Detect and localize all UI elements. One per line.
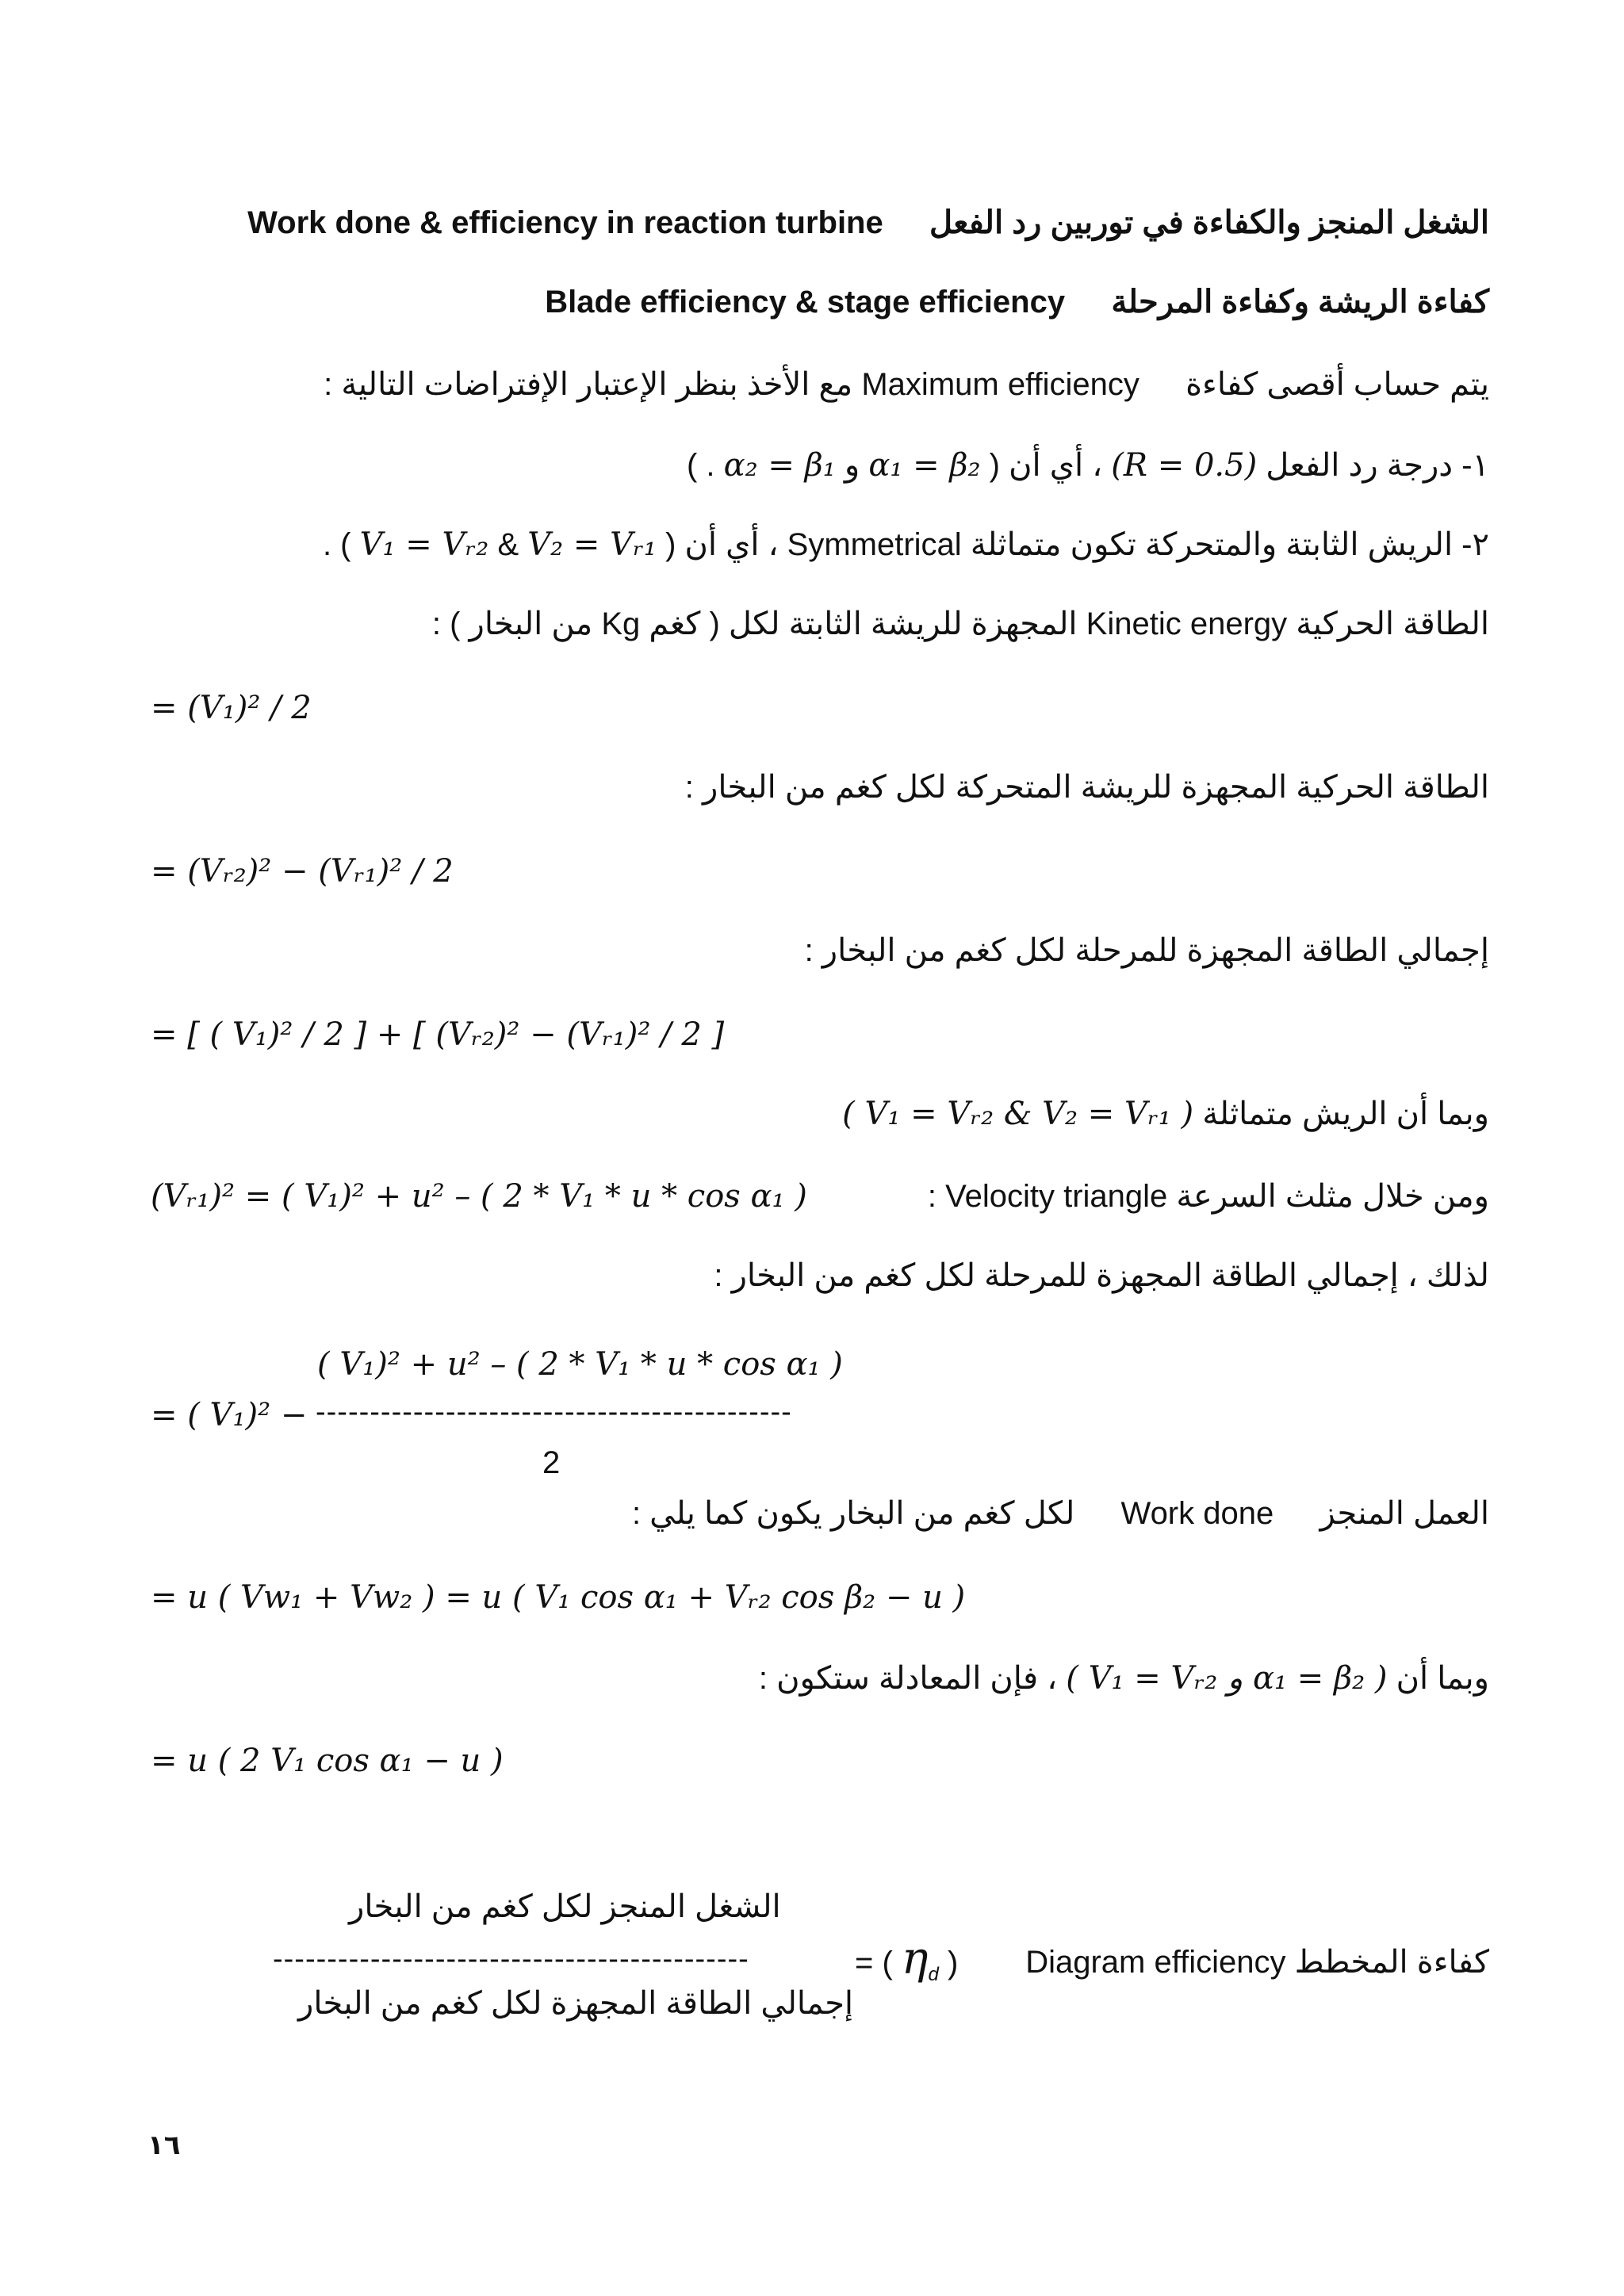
reaction-degree: (R = 0.5) (1111, 447, 1258, 484)
text-arabic: وبما أن الريش متماثلة (1202, 1096, 1489, 1131)
heading-english: Work done & efficiency in reaction turbine (247, 205, 883, 240)
math-expression: α₁ = β₂ (868, 447, 981, 484)
diagram-fraction-bar: -------------------------------------------- (273, 1942, 749, 1976)
heading-english: Blade efficiency & stage efficiency (545, 285, 1066, 320)
text-english: Maximum efficiency (861, 367, 1139, 402)
text-amp: & (497, 527, 519, 562)
math-expression: V₁ = Vᵣ₂ (359, 526, 489, 563)
text-arabic: العمل المنجز (1320, 1496, 1489, 1531)
text-arabic: وبما أن (1396, 1661, 1489, 1696)
text-english: Work done (1120, 1496, 1274, 1531)
diagram-denominator: إجمالي الطاقة المجهزة لكل كغم من البخار (298, 1986, 854, 2021)
text-english: Symmetrical (787, 527, 962, 562)
equation-total-energy: = [ ( V₁)² / 2 ] + [ (Vᵣ₂)² − (Vᵣ₁)² / 2 ] (151, 1016, 725, 1053)
math-expression: ( V₁ = Vᵣ₂ & V₂ = Vᵣ₁ ) (842, 1096, 1194, 1132)
text-english: Velocity triangle (945, 1179, 1168, 1214)
text-arabic: يتم حساب أقصى كفاءة (1185, 367, 1489, 402)
equation-moving-blade-energy: = (Vᵣ₂)² − (Vᵣ₁)² / 2 (151, 853, 454, 890)
text-arabic: لكل كغم من البخار يكون كما يلي : (631, 1496, 1075, 1531)
text-arabic: ، فإن المعادلة ستكون : (758, 1661, 1058, 1696)
equation-work-done: = u ( Vw₁ + Vw₂ ) = u ( V₁ cos α₁ + Vᵣ₂ cos β₂ − u ) (151, 1579, 966, 1616)
diagram-numerator: الشغل المنجز لكل كغم من البخار (349, 1889, 781, 1924)
paragraph-maximum-efficiency (324, 365, 1489, 404)
assumption-1: ١- درجة رد الفعل (R = 0.5) ، أي أن ( α₁ = β₂ و α₂ = β₁ . ) (686, 447, 1489, 484)
math-expression: ( V₁ = Vᵣ₂ و α₁ = β₂ ) (1066, 1660, 1388, 1697)
fraction-denominator: 2 (542, 1445, 561, 1480)
math-expression: α₂ = β₁ (723, 447, 836, 484)
assumption-2 (323, 525, 1489, 564)
equation-fixed-blade-energy: = (V₁)² / 2 (151, 690, 312, 726)
eta-subscript: d (928, 1964, 939, 1985)
text-english: Diagram efficiency (1025, 1945, 1286, 1980)
text-arabic: و (844, 448, 860, 483)
text-arabic: ، أي أن ( (665, 527, 779, 562)
equation-velocity-triangle: (Vᵣ₁)² = ( V₁)² + u² – ( 2 * V₁ * u * cos α₁ ) (151, 1178, 807, 1215)
eta-symbol: η (901, 1933, 929, 1984)
section-heading-blade-efficiency (545, 282, 1489, 322)
text-arabic: الطاقة الحركية (1296, 607, 1489, 641)
text-arabic: ، أي أن (1009, 448, 1103, 483)
paragraph-velocity-triangle (928, 1177, 1489, 1216)
math-expression: V₂ = Vᵣ₁ (527, 526, 657, 563)
text-eq: = ( (855, 1946, 893, 1980)
text-arabic: مع الأخذ بنظر الإعتبار الإفتراضات التالية : (324, 367, 853, 402)
page-number: ١٦ (147, 2130, 181, 2161)
text-punct: . ) (686, 448, 715, 483)
heading-arabic: الشغل المنجز والكفاءة في توربين رد الفعل (929, 205, 1489, 240)
paragraph-since (759, 1659, 1489, 1698)
equation-work-simplified: = u ( 2 V₁ cos α₁ − u ) (151, 1743, 504, 1779)
text-arabic: ٢- الريش الثابتة والمتحركة تكون متماثلة (970, 527, 1489, 562)
text-arabic: المجهزة للريشة الثابتة لكل ( كغم (649, 607, 1078, 641)
fraction-lhs: = ( V₁)² − (151, 1397, 308, 1433)
diagram-efficiency-equation (855, 1933, 959, 1995)
paragraph-total-energy: إجمالي الطاقة المجهزة للمرحلة لكل كغم من البخار : (804, 933, 1489, 968)
fraction-numerator: ( V₁)² + u² – ( 2 * V₁ * u * cos α₁ ) (317, 1346, 843, 1383)
text-english: Kinetic energy (1086, 607, 1288, 641)
text-punct: : (927, 1179, 937, 1214)
text-arabic: ومن خلال مثلث السرعة (1176, 1179, 1489, 1214)
paragraph-hence-total: لذلك ، إجمالي الطاقة المجهزة للمرحلة لكل كغم من البخار : (714, 1258, 1489, 1293)
paragraph-kinetic-energy (432, 604, 1489, 644)
text-arabic: من البخار ) : (431, 607, 593, 641)
text-arabic: كفاءة المخطط (1294, 1945, 1489, 1980)
text-english: Kg (601, 607, 641, 641)
paragraph-moving-blade: الطاقة الحركية المجهزة للريشة المتحركة لكل كغم من البخار : (684, 770, 1489, 805)
fraction-bar: -------------------------------------------- (316, 1395, 792, 1429)
text-paren: ) (947, 1946, 959, 1980)
text-punct: ) . (322, 527, 351, 562)
heading-arabic: كفاءة الريشة وكفاءة المرحلة (1111, 285, 1489, 320)
section-heading-work-done (247, 203, 1489, 243)
diagram-efficiency-label (1025, 1942, 1489, 1982)
paragraph-work-done (632, 1494, 1489, 1533)
paragraph-symmetrical (842, 1094, 1489, 1134)
text-arabic: ١- درجة رد الفعل (1266, 448, 1489, 483)
